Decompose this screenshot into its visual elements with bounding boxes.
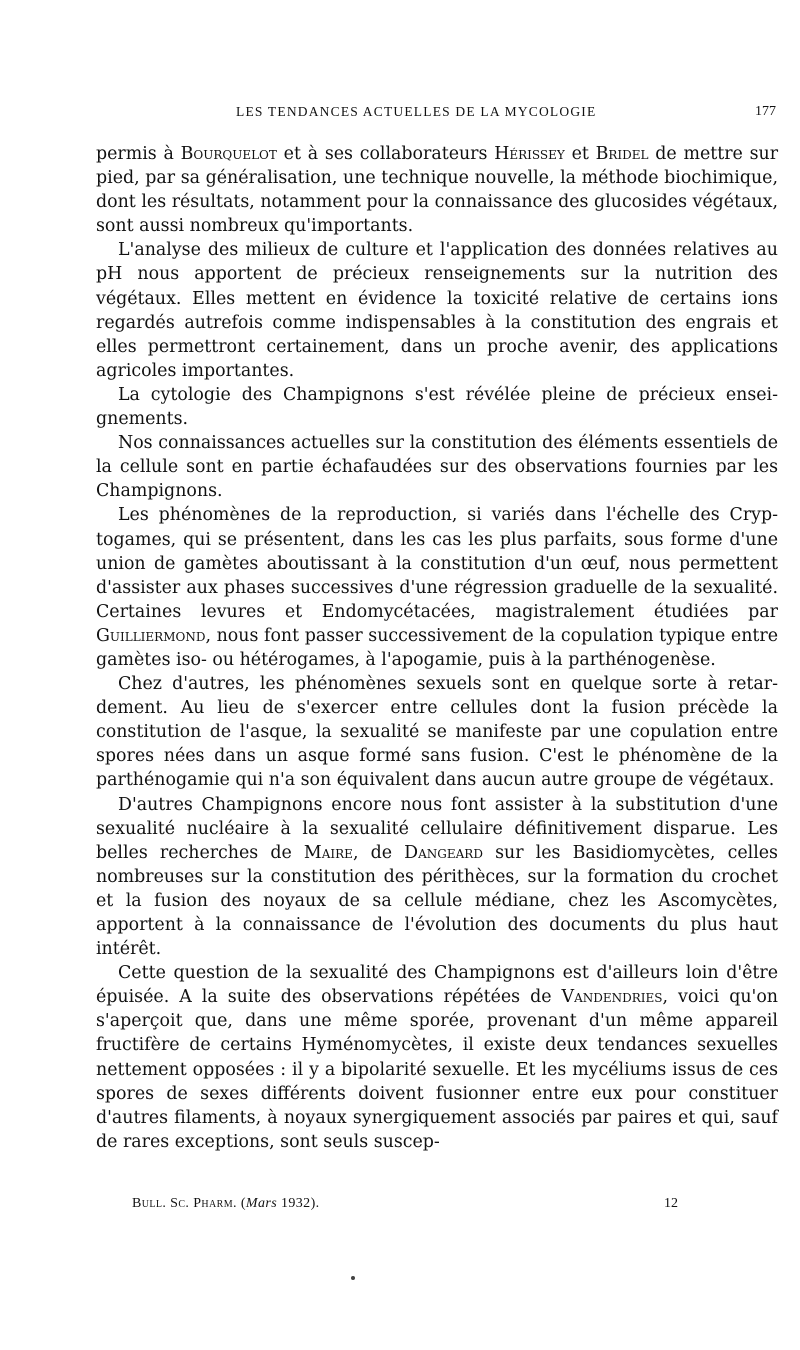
citation-month: Mars xyxy=(245,1196,278,1211)
text-run: Cette question de la sexualité des Champignons est d'ailleurs loin d'être épuisée. A la suite des observations répétées de xyxy=(96,963,778,1008)
text-run: L'analyse des milieux de culture et l'application des données relatives au pH nous apportent de précieux renseignements sur la nutrition des végétaux. Elles mettent en évidence la toxicité relative de certains ions regardés autrefois comme indispensables à la constitution des engrais et elles permettront certainement, dans un proche avenir, des applications agricoles importantes. xyxy=(96,240,778,381)
text-run: , voici qu'on s'aperçoit que, dans une même sporée, provenant d'un même appareil fructifère de certains Hyménomycètes, il existe deux tendances sexuelles nettement opposées : il y a bipolarité sexuelle. Et les mycéliums issus de ces spores de sexes différents doivent fusionner entre eux pour constituer d'autres filaments, à noyaux synergiquement associés par paires et qui, sauf de rares exceptions, sont seuls suscep- xyxy=(96,987,779,1152)
page-footer xyxy=(96,1196,678,1220)
footer-citation: Bull. Sc. Pharm. (Mars 1932). xyxy=(132,1196,320,1211)
body-text xyxy=(96,142,778,1154)
page-number: 177 xyxy=(755,104,776,119)
paragraph xyxy=(96,431,778,503)
paragraph xyxy=(96,238,778,383)
author-name: Dangeard xyxy=(404,842,483,863)
paragraph xyxy=(96,793,778,962)
text-run: sur les Basidiomycètes, celles nombreuses sur la constitution des périthèces, sur la formation du crochet et la fusion des noyaux de sa cellule médiane, chez les Ascomycètes, apportent à la connaissance de l'évolution des documents du plus haut intérêt. xyxy=(96,842,778,960)
author-name: Maire xyxy=(303,842,353,863)
author-name: Bourquelot xyxy=(180,144,277,164)
author-name: Bridel xyxy=(595,144,649,164)
text-run: Les phénomènes de la reproduction, si variés dans l'échelle des Cryptogames, qui se présentent, dans les cas les plus parfaits, sous forme d'une union de gamètes aboutissant à la constitution d'un œuf, nous permettent d'assister aux phases successives d'une régression graduelle de la sexualité. Certaines levures et Endomycétacées, magistralement étudiées par xyxy=(96,505,778,622)
text-run: de mettre sur pied, par sa généralisation, une technique nouvelle, la méthode biochimique, dont les résultats, notamment pour la connaissance des glucosides végétaux, sont aussi nombreux qu'importants. xyxy=(96,144,779,237)
text-run: , de xyxy=(352,842,405,863)
author-name: Vandendries xyxy=(561,987,663,1008)
journal-abbreviation: Bull. Sc. Pharm. xyxy=(132,1196,237,1211)
text-run: et à ses collaborateurs xyxy=(276,144,495,164)
text-run: et xyxy=(564,144,596,164)
sheet-number: 12 xyxy=(664,1196,678,1211)
paragraph xyxy=(96,142,778,238)
text-run: Chez d'autres, les phénomènes sexuels sont en quelque sorte à retardement. Au lieu de s'exercer entre cellules dont la fusion précède la constitution de l'asque, la sexualité se manifeste par une copulation entre spores nées dans un asque formé sans fusion. C'est le phénomène de la parthénogamie qui n'a son équivalent dans aucun autre groupe de végétaux. xyxy=(96,674,778,791)
citation-year: 1932 xyxy=(280,1196,311,1211)
text-run: D'autres Champignons encore nous font assister à la substitution d'une sexualité nucléaire à la sexualité cellulaire définitivement disparue. Les belles recherches de xyxy=(96,794,778,863)
text-run: La cytologie des Champignons s'est révélée pleine de précieux enseignements. xyxy=(96,384,778,430)
author-name: Hérissey xyxy=(494,144,565,164)
paragraph xyxy=(96,672,778,792)
page-header xyxy=(96,104,776,128)
text-run: Nos connaissances actuelles sur la constitution des éléments essentiels de la cellule sont en partie échafaudées sur des observations fournies par les Champignons. xyxy=(96,433,778,502)
ink-speck xyxy=(351,1276,355,1280)
text-run: permis à xyxy=(96,144,181,164)
paragraph xyxy=(96,503,778,672)
paragraph xyxy=(96,383,778,431)
running-title: LES TENDANCES ACTUELLES DE LA MYCOLOGIE xyxy=(236,104,597,119)
paragraph xyxy=(96,961,778,1154)
author-name: Guilliermond xyxy=(96,625,206,646)
text-run: , nous font passer successivement de la copulation typique entre gamètes iso- ou hétérogames, à l'apogamie, puis à la parthénogenèse. xyxy=(96,625,778,670)
